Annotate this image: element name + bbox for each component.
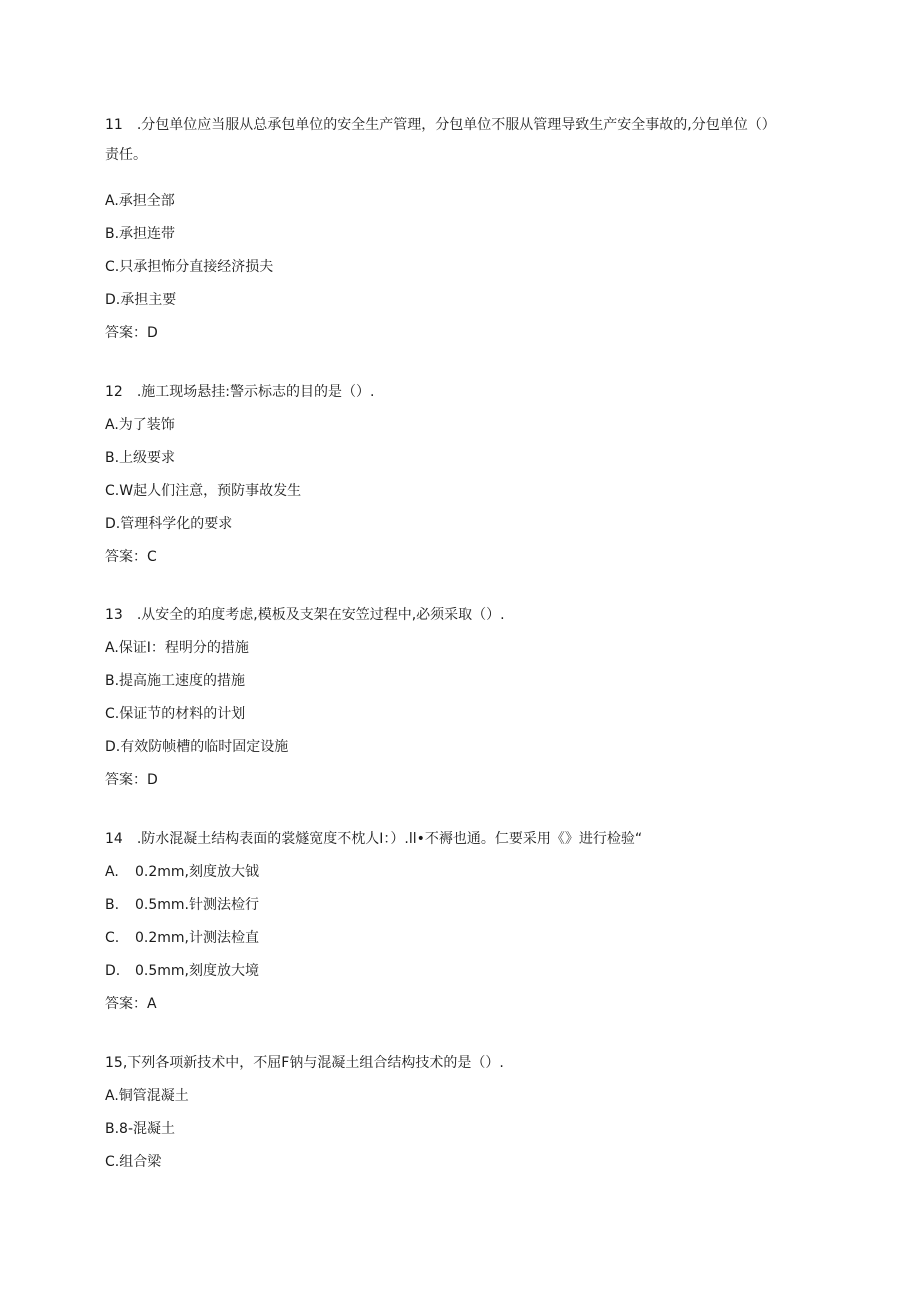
question-14-option-c: [105, 928, 259, 948]
question-14-option-b: [105, 895, 259, 915]
question-13-option-c: C.保证节的材料的计划: [105, 706, 246, 722]
question-12-option-b: B.上级要求: [105, 450, 176, 466]
option-text: 0.2mm,计测法检直: [135, 930, 259, 946]
option-label: C.: [105, 930, 120, 946]
question-11-option-c: C.只承担怖分直接经济损夫: [105, 259, 274, 275]
option-label: D.: [105, 963, 121, 979]
question-14-answer: 答案：A: [105, 996, 157, 1012]
question-15-option-b: B.8-混凝土: [105, 1121, 176, 1137]
question-12-option-d: D.管理科学化的要求: [105, 516, 233, 532]
question-15-option-a: A.铜管混凝土: [105, 1088, 189, 1104]
option-text: 0.2mm,刻度放大钺: [135, 864, 259, 880]
question-11-option-b: B.承担连带: [105, 226, 176, 242]
question-11-stem-line-2: 责任。: [105, 147, 147, 163]
question-11-stem-line-1: 11 .分包单位应当服从总承包单位的安全生产管理，分包单位不服从管理导致生产安全事故的,分包单位（）: [105, 117, 776, 133]
question-13-answer: 答案：D: [105, 772, 158, 788]
question-12-answer: 答案：C: [105, 549, 157, 565]
question-14-option-a: [105, 862, 259, 882]
question-13-stem: 13 .从安全的珀度考虑,模板及支架在安笠过程中,必须采取（）.: [105, 607, 505, 623]
question-15-option-c: C.组合梁: [105, 1154, 162, 1170]
question-11-option-a: A.承担全部: [105, 193, 175, 209]
question-12-option-c: C.W起人们注意，预防事故发生: [105, 483, 302, 499]
option-text: 0.5mm.针测法检行: [135, 897, 259, 913]
question-11-answer: 答案：D: [105, 325, 158, 341]
question-14-stem: 14 .防水混凝土结构表面的裳燧宽度不枕人I：）.ll•不褥也通。仁要采用《》进行检验“: [105, 831, 643, 847]
question-12-option-a: A.为了装饰: [105, 417, 175, 433]
question-13-option-d: D.有效防帧槽的临时固定设施: [105, 739, 289, 755]
question-11-option-d: D.承担主要: [105, 292, 177, 308]
question-12-stem: 12 .施工现场悬挂:警示标志的目的是（）.: [105, 384, 375, 400]
option-label: B.: [105, 897, 120, 913]
option-label: A.: [105, 864, 119, 880]
question-13-option-a: A.保证I：程明分的措施: [105, 640, 249, 656]
question-15-stem: 15,下列各项新技术中，不屈F钠与混凝土组合结构技术的是（）.: [105, 1055, 504, 1071]
option-text: 0.5mm,刻度放大境: [135, 963, 259, 979]
question-14-option-d: [105, 961, 259, 981]
question-13-option-b: B.提高施工速度的措施: [105, 673, 246, 689]
